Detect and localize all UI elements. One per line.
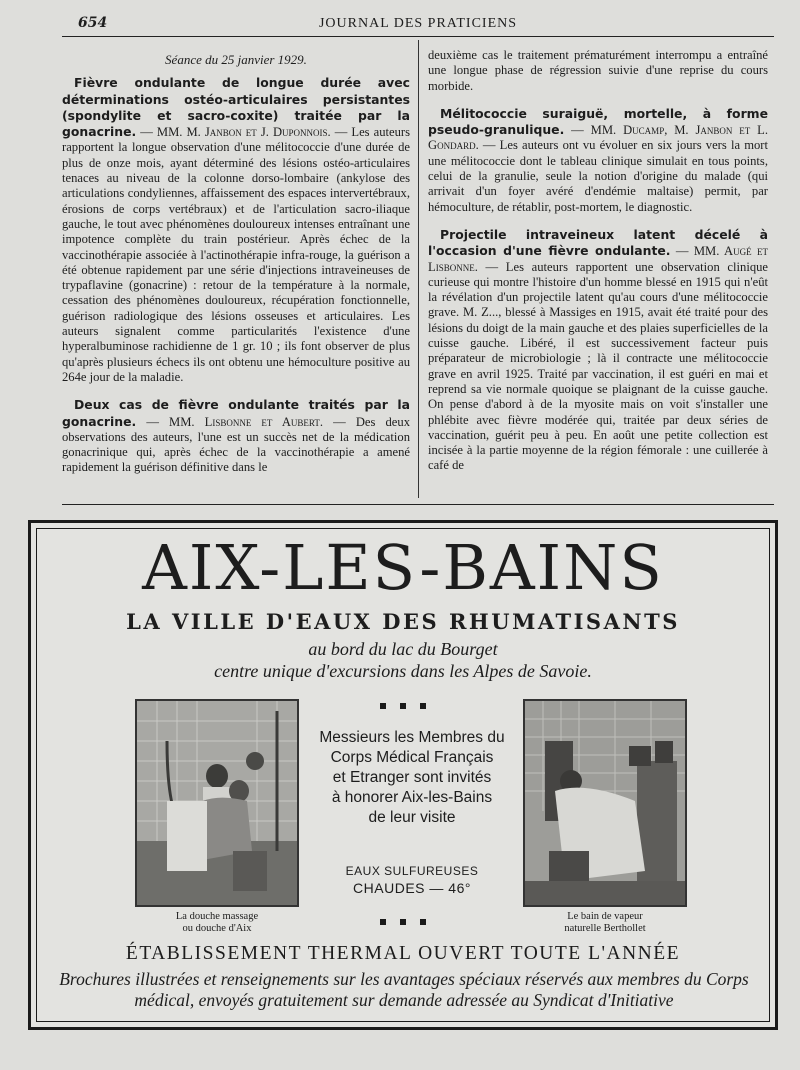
waters-line: CHAUDES — 46° xyxy=(353,880,471,896)
photo-douche-massage xyxy=(135,699,299,907)
photo-bain-de-vapeur xyxy=(523,699,687,907)
invite-line: de leur visite xyxy=(368,809,456,826)
invite-line: et Etranger sont invités xyxy=(332,769,492,786)
column-divider xyxy=(418,40,419,498)
square-ornament xyxy=(400,919,406,925)
columns-bottom-rule xyxy=(62,504,774,505)
invite-line: à honorer Aix-les-Bains xyxy=(331,789,493,806)
caption-line: ou douche d'Aix xyxy=(182,923,252,934)
caption-line: naturelle Berthollet xyxy=(564,923,646,934)
square-ornament xyxy=(380,919,386,925)
left-column xyxy=(62,48,410,500)
article-authors: — MM. M. Janbon et J. Duponnois. xyxy=(140,125,331,140)
square-ornament xyxy=(380,703,386,709)
article-body: — Des deux observations des auteurs, l'une est un succès net de la médication gonacrinique qui, après échec de la vaccinothérapie a amené rapidement la guérison définitive dans le xyxy=(62,414,410,475)
advertisement-aix-les-bains xyxy=(28,520,778,1030)
ad-subtitle: LA VILLE D'EAUX DES RHUMATISANTS xyxy=(126,609,680,634)
steam-bath-illustration xyxy=(525,701,685,905)
ad-tagline-lake: au bord du lac du Bourget xyxy=(308,639,498,659)
ad-invitation xyxy=(307,728,517,828)
article-title: Projectile intraveineux latent décelé à l'occasion d'une fièvre ondulante. xyxy=(428,226,768,259)
invite-line: Messieurs les Membres du xyxy=(319,729,505,746)
article-body: — Les auteurs rapportent la longue observation d'une mélitococcie d'une durée de plus de onze mois, ayant déterminé des lésions ostéo-articulaires tenaces au niveau de la colonne dorso-lombaire (ankylose des articulations condyliennes, affaissement des espaces intervertébraux, érosions de corps vertébraux) et de l'articulation sacro-iliaque gauche, le tout avec phénomènes douloureux intenses entraînant une impotence complète du train postérieur. Après échec de la vaccinothérapie associée à l'actinothérapie infra-rouge, la guérison a été obtenue rapidement par une série d'injections intraveineuses de trypaflavine (gonacrine) : retour de la température à la normale, cessation des phénomènes douloureux, récupération fonctionnelle, guérison radiologique des lésions osseuses et articulaires. Les auteurs signalent comme particularités l'existence d'une hyperalbuminose rachidienne de 1 gr. 10 ; ils font observer de plus qu'après plusieurs échecs ils ont obtenu une hémoculture positive au 264e jour de la maladie. xyxy=(62,125,410,384)
caption-line: Le bain de vapeur xyxy=(567,911,643,922)
shower-massage-illustration xyxy=(137,701,297,905)
header-rule xyxy=(62,36,774,37)
article-projectile xyxy=(428,227,768,474)
ad-brochure-note: Brochures illustrées et renseignements sur les avantages spéciaux réservés aux membres du Corps médical, envoyés gratuitement sur demande adressée au Syndicat d'Initiative xyxy=(59,969,749,1010)
journal-title: JOURNAL DES PRATICIENS xyxy=(318,16,518,31)
ad-waters-info xyxy=(307,863,517,897)
page-header xyxy=(62,13,774,35)
ad-tagline-excursions: centre unique d'excursions dans les Alpes de Savoie. xyxy=(214,661,592,681)
page-number: 654 xyxy=(78,15,108,31)
article-body: — Les auteurs ont vu évoluer en six jours vers la mort une mélitococcie dont le tableau clinique simulait en tous points, celui de la granulie, seule la notion d'origine du malade (qui arrivait d'un foyer avéré d'endémie maltaise) permit, par hémoculture, de rétablir, post-mortem, le diagnostic. xyxy=(428,138,768,214)
ad-title: AIX-LES-BAINS xyxy=(142,531,664,604)
article-title: Deux cas de fièvre ondulante traités par la gonacrine. xyxy=(62,397,410,429)
article-authors: — MM. Ducamp, M. Janbon et L. Gondard. xyxy=(428,123,768,153)
waters-line: EAUX SULFUREUSES xyxy=(345,864,479,878)
square-ornament xyxy=(420,703,426,709)
square-ornament xyxy=(420,919,426,925)
article-title: Mélitococcie suraiguë, mortelle, à forme pseudo-granulique. xyxy=(428,105,768,138)
ornament-squares-bottom xyxy=(31,917,775,928)
session-date: Séance du 25 janvier 1929. xyxy=(165,52,307,67)
article-melitococcie xyxy=(428,106,768,215)
article-authors: — MM. Augé et Lisbonne. xyxy=(428,244,768,274)
caption-line: La douche massage xyxy=(175,911,259,922)
article-title: Fièvre ondulante de longue durée avec déterminations ostéo-articulaires persistantes (spondylite et sacro-coxite) traitée par la gonacrine. xyxy=(62,75,410,140)
article-body: — Les auteurs rapportent une observation clinique curieuse qui montre l'histoire d'un homme blessé en 1915 qui n'eût la révélation d'un projectile latent qu'au cours d'une mélitococcie grave. M. Z..., blessé à Massiges en 1915, avait été traité pour des lésions du doigt de la main gauche et des plaies superficielles de la cuisse gauche. Libéré, il est successivement facteur puis préparateur de microbiologie ; là il contracte une mélitococcie grave en avril 1925. Traité par vaccination, il est guéri en mai et reprend sa vie normale quoique se plaignant de la cuisse gauche. On pense d'abord à de la myosite mais on voit s'installer une phlébite avec fièvre modérée qui, traitée par deux séries de vaccination, guérit peu à peu. En août une petite collection est incisée à la partie moyenne de la région fémorale : une cuillerée à café de xyxy=(428,259,768,473)
article-authors: — MM. Lisbonne et Aubert. xyxy=(146,414,324,429)
invite-line: Corps Médical Français xyxy=(330,749,494,766)
right-column xyxy=(428,48,768,500)
article-fievre-longue-duree xyxy=(62,75,410,385)
article-continuation: deuxième cas le traitement prématurément interrompu a entraîné une longue phase de régression suivie d'une reprise du cours morbide. xyxy=(428,48,768,93)
square-ornament xyxy=(400,703,406,709)
ad-establishment: ÉTABLISSEMENT THERMAL OUVERT TOUTE L'ANNÉE xyxy=(125,943,681,964)
article-deux-cas xyxy=(62,397,410,475)
